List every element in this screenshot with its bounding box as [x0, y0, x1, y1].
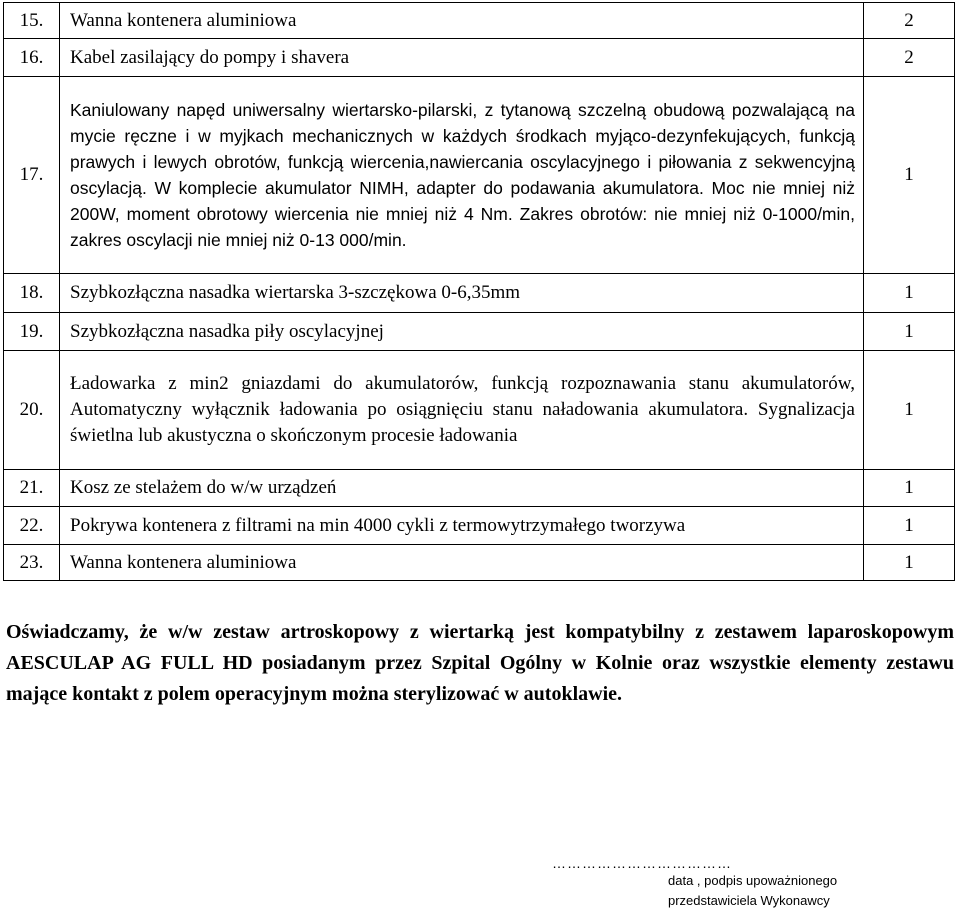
signature-block	[540, 855, 940, 911]
item-quantity: 1	[864, 545, 955, 581]
item-description: Wanna kontenera aluminiowa	[60, 545, 864, 581]
table-row-15	[4, 3, 955, 39]
table-row-18	[4, 274, 955, 313]
item-quantity: 2	[864, 39, 955, 77]
table-row-17	[4, 77, 955, 274]
table-row-16	[4, 39, 955, 77]
item-description: Wanna kontenera aluminiowa	[60, 3, 864, 39]
item-quantity: 1	[864, 274, 955, 313]
item-quantity: 2	[864, 3, 955, 39]
items-table	[3, 2, 955, 581]
item-number: 17.	[4, 77, 60, 274]
item-number: 23.	[4, 545, 60, 581]
table-row-20	[4, 351, 955, 470]
signature-caption-line-1: data , podpis upoważnionego	[668, 873, 838, 888]
item-number: 19.	[4, 313, 60, 351]
item-description: Ładowarka z min2 gniazdami do akumulatorów, funkcją rozpoznawania stanu akumulatorów, Automatyczny wyłącznik ładowania po osiągnięciu stanu naładowania akumulatora. Sygnalizacja świetlna lub akustyczna o skończonym procesie ładowania	[60, 351, 864, 470]
item-description: Kabel zasilający do pompy i shavera	[60, 39, 864, 77]
item-description: Kaniulowany napęd uniwersalny wiertarsko-pilarski, z tytanową szczelną obudową pozwalającą na mycie ręczne i w myjkach mechanicznych w każdych środkach myjąco-dezynfekujących, funkcją prawych i lewych obrotów, funkcją wiercenia,nawiercania oscylacyjnego i piłowania z sekwencyjną oscylacją. W komplecie akumulator NIMH, adapter do podawania akumulatora. Moc nie mniej niż 200W, moment obrotowy wiercenia nie mniej niż 4 Nm. Zakres obrotów: nie mniej niż 0-1000/min, zakres oscylacji nie mniej niż 0-13 000/min.	[60, 77, 864, 274]
item-quantity: 1	[864, 77, 955, 274]
item-number: 16.	[4, 39, 60, 77]
table-row-21	[4, 470, 955, 507]
item-number: 20.	[4, 351, 60, 470]
item-description: Szybkozłączna nasadka wiertarska 3-szczękowa 0-6,35mm	[60, 274, 864, 313]
item-description: Szybkozłączna nasadka piły oscylacyjnej	[60, 313, 864, 351]
table-row-19	[4, 313, 955, 351]
item-description: Pokrywa kontenera z filtrami na min 4000 cykli z termowytrzymałego tworzywa	[60, 507, 864, 545]
table-row-23	[4, 545, 955, 581]
signature-caption-line-2: przedstawiciela Wykonawcy	[668, 893, 830, 908]
item-number: 22.	[4, 507, 60, 545]
item-quantity: 1	[864, 351, 955, 470]
item-number: 21.	[4, 470, 60, 507]
table-row-22	[4, 507, 955, 545]
item-quantity: 1	[864, 470, 955, 507]
item-description: Kosz ze stelażem do w/w urządzeń	[60, 470, 864, 507]
item-quantity: 1	[864, 507, 955, 545]
item-quantity: 1	[864, 313, 955, 351]
compatibility-statement: Oświadczamy, że w/w zestaw artroskopowy z wiertarką jest kompatybilny z zestawem laparoskopowym AESCULAP AG FULL HD posiadanym przez Szpital Ogólny w Kolnie oraz wszystkie elementy zestawu mające kontakt z polem operacyjnym można sterylizować w autoklawie.	[6, 621, 954, 705]
signature-dotted-line: ………………………………	[552, 855, 732, 871]
item-number: 18.	[4, 274, 60, 313]
item-number: 15.	[4, 3, 60, 39]
